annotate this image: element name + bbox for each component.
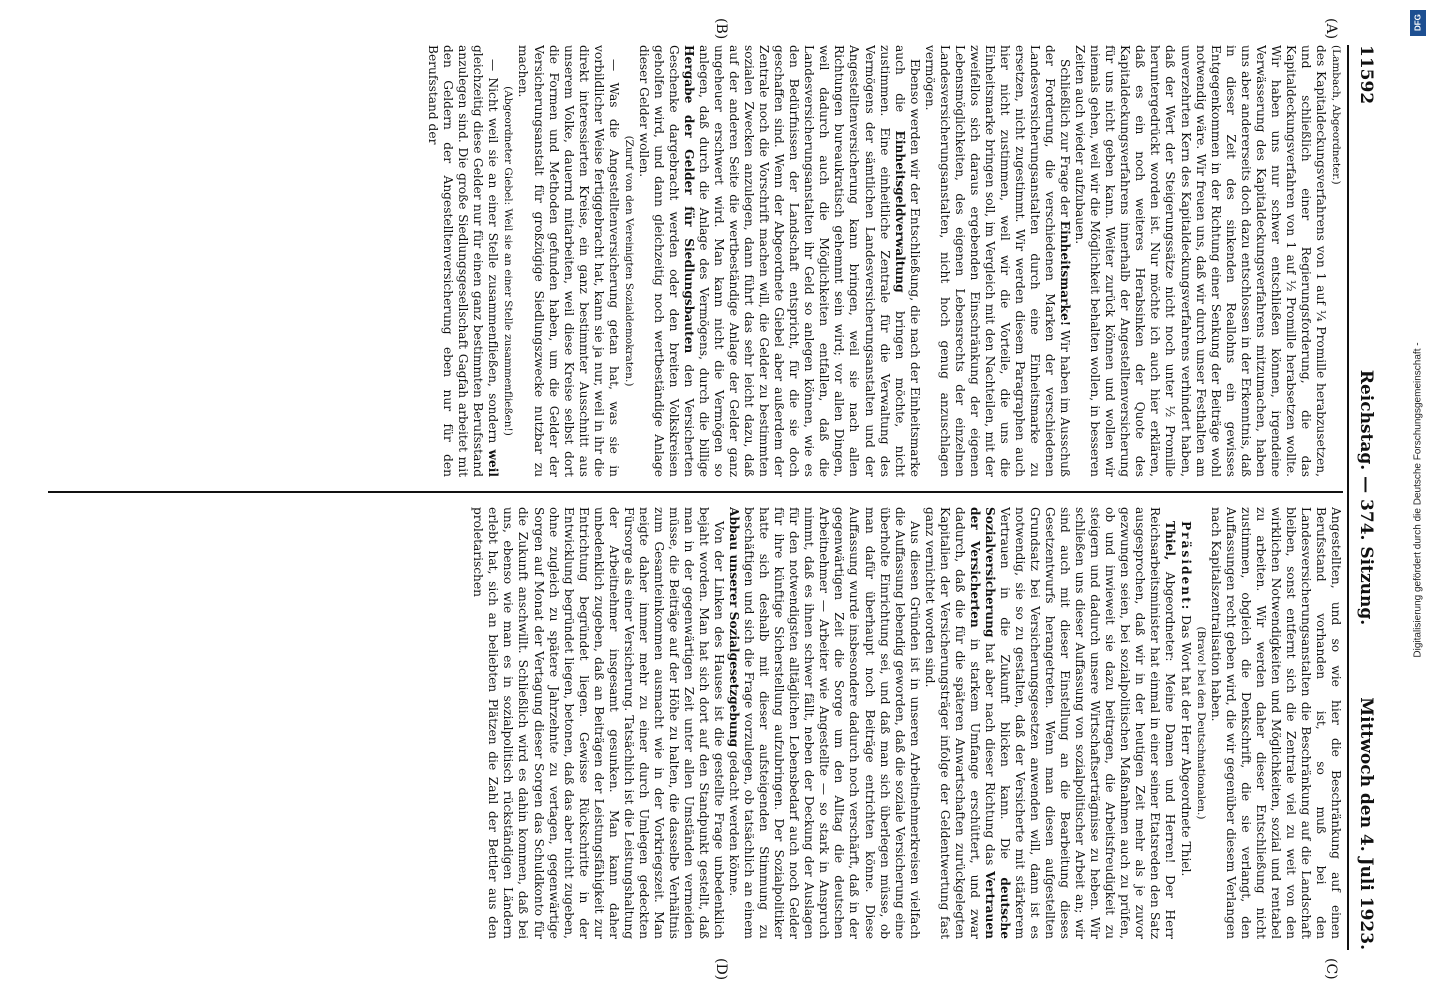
bold-term: weil xyxy=(486,449,501,477)
right-column xyxy=(48,507,1343,939)
paragraph xyxy=(425,45,500,477)
bold-term: Einheitsmarke! xyxy=(1058,220,1073,327)
paragraph xyxy=(636,45,922,477)
paragraph xyxy=(726,507,922,939)
text-run: Abgeordneter: Meine Damen und Herren! Der Herr Reichsarbeitsminister hat einmal in einer seiner Etatsreden den Satz ausgesprochen, daß wir in der heutigen Zeit mehr als je zuvor gezwungen seien, bei sozialpolitischen Maßnahmen auch zu prüfen, ob und inwieweit sie dazu beitragen, die Arbeitsfreudigkeit zu steigern und dadurch unsere Wirtschaftserträgnisse zu heben. Wir schließen uns dieser Auffassung von sozialpolitischer Arbeit an; wir sind auch mit dieser Einstellung an die Bearbeitung dieses Gesetzentwurfs herangetreten. Wenn man diesen aufgestellten Grundsatz bei Versicherungsgesetzen anwenden will, dann ist es notwendig, sie so zu gestalten, daß der Versicherte mit stärkerem Vertrauen in die Zukunft blicken kann. Die xyxy=(997,507,1178,939)
text-run: in starkem Umfange erschüttert, und zwar dadurch, daß die für die späteren Anwartschaften zurückgelegten Kapitalien der Versicherungsträger infolge der Geldentwertung fast ganz vernichtet worden sind. xyxy=(922,507,982,939)
left-column xyxy=(48,45,1343,477)
interjection: (Bravo! bei den Deutschnationalen.) xyxy=(1194,626,1207,820)
bold-term: Abbau unserer Sozialgesetzgebung xyxy=(727,507,742,748)
text-run: — Nicht weil sie an einer Stelle zusammenfließen, sondern xyxy=(486,59,501,450)
text-run: gedacht werden könne. xyxy=(727,747,742,897)
credit-text: Digitalisierung gefördert durch die Deutsche Forschungsgemeinschaft - xyxy=(1412,342,1424,658)
page-sheet xyxy=(39,45,1379,950)
speaker-line: (Lambach, Abgeordneter.) xyxy=(1330,45,1342,185)
text-run: hat aber nach dieser Richtung das xyxy=(982,637,997,872)
margin-mark-a: (A) xyxy=(1323,18,1339,40)
session-title: Reichstag. — 374. Sitzung. xyxy=(1356,369,1376,626)
bold-term: Hergabe der Gelder für Siedlungsbauten xyxy=(681,45,696,354)
page-number: 11592 xyxy=(1356,45,1376,105)
page-header xyxy=(1347,45,1379,950)
paragraph xyxy=(922,507,1178,939)
bold-term: Einheitsgeldverwaltung xyxy=(892,130,907,293)
margin-mark-b: (B) xyxy=(713,18,729,40)
paragraph: des Kapitaldeckungsverfahrens von 1 auf ¼ Promille herabzusetzen, und schließlich einer Regierungsforderung, die das Kapitaldeckungsverfahren von 1 auf ½ Promille herabsetzen wollte. Wir haben uns nur schwer entschließen können, irgendeine Verwässerung des Kapitaldeckungsverfahrens mitzumachen, haben uns aber andererseits doch dazu entschlossen in der Erkenntnis, daß in dieser Zeit des sinkenden Reallohns ein gewisses Entgegenkommen in der Richtung einer Senkung der Beiträge wohl notwendig wäre. Wir freuen uns, daß wir durch unser Festhalten am unverzehrten Kern des Kapitaldeckungsverfahrens verhindert haben, daß der Wert der Steigerungssätze nicht noch unter ½ Promille heruntergedrückt worden ist. Nur möchte ich auch hier erklären, daß es ein noch weiteres Herabsinken der Quote des Kapitaldeckungsverfahrens innerhalb der Angestelltenversicherung für uns nicht geben kann. Weiter zurück können und wollen wir niemals gehen, weil wir die Möglichkeit behalten wollen, in besseren Zeiten auch wieder aufzubauen. xyxy=(1073,45,1328,477)
bold-term: Vertrauen der Versicherten xyxy=(967,507,997,939)
paragraph xyxy=(1177,507,1192,939)
text-run: Wir haben im Ausschuß der Forderung, die verschiedenen Marken der verschiedenen Landesversicherungsanstalten durch eine Einheitsmarke zu ersetzen, nicht zugestimmt. Wir werden diesem Paragraphen auch hier nicht zustimmen, weil wir die Vorteile, die uns die Einheitsmarke bringen soll, im Vergleich mit den Nachteilen, mit der zweifellos sich daraus ergebenden Einschränkung der eigenen Lebensmöglichkeiten, des eigenen Lebensrechts der einzelnen Landesversicherungsanstalten, nicht hoch genug anzuschlagen vermögen. xyxy=(922,45,1073,477)
session-date: Mittwoch den 4. Juli 1923. xyxy=(1356,697,1376,950)
text-run: Ebenso werden wir der Entschließung, die nach der Einheitsmarke auch die xyxy=(892,45,922,477)
dfg-logo: DFG xyxy=(1410,10,1426,36)
text-run: gleichzeitig diese Gelder nur für einen ganz bestimmten Berufsstand anzulegen sind. Die große Siedlungsgesellschaft Gagfah arbeitet mit den Geldern der Angestelltenversicherung eben nur für den Berufsstand der xyxy=(426,45,486,477)
column-divider xyxy=(48,491,1343,493)
text-run: Aus diesen Gründen ist in unseren Arbeitnehmerkreisen vielfach die Auffassung lebendig geworden, daß die soziale Versicherung eine überholte Einrichtung sei, und daß man sich überlegen müsse, ob man dafür überhaupt noch Beiträge entrichten könne. Diese Auffassung wurde insbesondere dadurch noch verschärft, daß in der gegenwärtigen Zeit die Sorge um den Alltag die deutschen Arbeitnehmer — Arbeiter wie Angestellte — so stark in Anspruch nimmt, daß es ihnen schwer fällt, neben der Deckung der Auslagen für den notwendigsten alltäglichen Lebensbedarf auch noch Gelder für ihre künftige Sicherstellung aufzubringen. Der Sozialpolitiker hatte sich deshalb mit dieser aufsteigenden Stimmung zu beschäftigen und sich die Frage vorzulegen, ob tatsächlich an einem xyxy=(742,507,922,939)
text-run: Das Wort hat der Herr Abgeordnete Thiel. xyxy=(1178,611,1193,877)
text-run: Schließlich zur Frage der xyxy=(1058,59,1073,221)
speaker-label: Präsident: xyxy=(1178,521,1193,612)
margin-mark-c: (C) xyxy=(1323,958,1339,980)
interjection: (Abgeordneter Giebel: Weil sie an einer Stelle zusammenfließen!) xyxy=(502,86,515,436)
speaker-label: Thiel, xyxy=(1163,521,1178,561)
text-run: den Versicherten Geschenke dargebracht werden oder den breiten Volkskreisen geholfen wird, und dann gleichzeitig noch wertbeständige Anlage dieser Gelder wollen. xyxy=(636,45,696,477)
margin-mark-d: (D) xyxy=(713,958,729,981)
paragraph xyxy=(922,45,1072,477)
interjection: (Zuruf von den Vereinigten Sozialdemokraten.) xyxy=(622,135,635,387)
paragraph: Angestellten, und so wie hier die Beschränkung auf einen Berufsstand vorhanden ist, so muß bei den Landesversicherungsanstalten die Beschränkung auf die Landschaft bleiben, sonst entfernt sich die Zentrale viel zu weit von den wirklichen Notwendigkeiten und Möglichkeiten, sozial und rentabel zu arbeiten. Wir werden daher dieser Entschließung nicht zustimmen, obgleich die Denkschrift, die sie verlangt, den Auffassungen recht geben wird, die wir gegenüber diesem Verlangen nach Kapitalszentralisation haben. xyxy=(1208,507,1343,939)
digitization-credit xyxy=(1408,10,1428,990)
paragraph: — Was die Angestelltenversicherung getan hat, was sie in vorbildlicher Weise fertiggebracht hat, kann sie ja nur, weil in ihr die direkt interessierten Kreise, ein ganz bestimmter Ausschnitt aus unserem Volke, dauernd mitarbeiten, weil diese Kreise selbst dort die Formen und Methoden gefunden haben, um die Gelder der Versicherungsanstalt für großzügige Siedlungszwecke nutzbar zu machen. xyxy=(516,45,621,477)
paragraph: Von der Linken des Hauses ist die gestellte Frage unbedenklich bejaht worden. Man hat sich dort auf den Standpunkt gestellt, daß man in der gegenwärtigen Zeit unter allen Umständen vermeiden müsse, die Beiträge auf der Höhe zu halten, die dasselbe Verhältnis zum Gesamteinkommen ausmacht wie in der Vorkriegszeit. Man neigte daher immer mehr zu einer durch Umlegen gedeckten Fürsorge als einer Versicherung. Tatsächlich ist die Leistungshaltung der Arbeitnehmer insgesamt gesunken. Man kann daher unbedenklich zugeben, daß an Beiträgen der Leistungsfähigkeit zur Entrichtung begründet liegen. Gewisse Rückschritte in der Entwicklung begründet liegen, betonen, daß das aber nicht zugeben, ohne zugleich zu spätere Jahrzehnte zu vertagen, gegenwärtige Sorgen auf Monat der Vertagung dieser Sorgen das Schuldkonto für die Zukunft anschwillt. Schließlich wird es dahin kommen, daß bei uns, ebenso wie man es in sozialpolitisch rückständigen Ländern erlebt hat, sich an beliebten Plätzen die Zahl der Bettler aus den proletarischen xyxy=(471,507,727,939)
bold-term: deutsche Sozialversicherung xyxy=(982,507,1012,939)
text-run: bringen möchte, nicht zustimmen. Eine einheitliche Zentrale für die Verwaltung des Vermögens der sämtlichen Landesversicherungsanstalten und der Angestelltenversicherung kann bringen, weil sie nach allen Richtungen bureaukratisch gehemmt sein wird; vor allen Dingen, weil dadurch auch die Möglichkeiten entfallen, daß die Landesversicherungsanstalten ihr Geld so anlegen können, wie es den Bedürfnissen der Landschaft entspricht, für die sie doch geschaffen sind. Wenn der Abgeordnete Giebel aber außerdem der Zentrale noch die Vorschrift machen will, die Gelder zu bestimmten sozialen Zwecken anzulegen, dann führt das sehr leicht dazu, daß auf der anderen Seite die wertbeständige Anlage der Gelder ganz ungeheuer erschwert wird. Man kann nicht die Vermögen so anlegen, daß durch die Anlage des Vermögens, durch die billige xyxy=(697,45,907,477)
